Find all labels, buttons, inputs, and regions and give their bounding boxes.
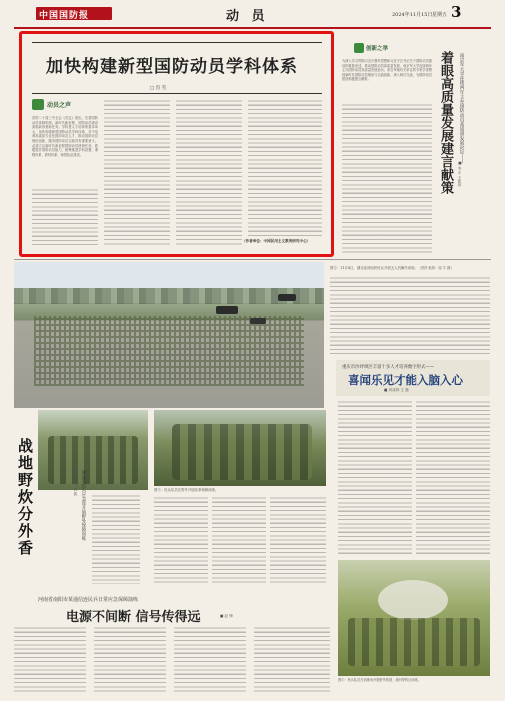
drone-photo-caption: 图②：11月4日，湖北某部组织民兵开展无人机操作训练。（图片来源：周 宇 摄） (330, 266, 454, 270)
bottom-article-byline: ■ 赵 锋 (220, 614, 233, 618)
bottom-article-body-col2 (94, 626, 166, 694)
feature-subtitle: 湖南某民兵应急连开展野外保障训练 (81, 470, 86, 541)
article-title: 加快构建新型国防动员学科体系 (46, 57, 298, 77)
feature-title-char: 战 (18, 437, 34, 455)
right-article-photo-caption: 图④：民兵队员在训练场开展野外救援、渡河等科目训练。 (338, 678, 421, 682)
photo-smoke (378, 580, 448, 620)
drone-icon (216, 306, 238, 314)
article-intro: 党的二十届三中全会《决定》指出，完善国防动员体制机制。新时代新征程，国防动员建设面临新形势新任务。学科是人才培养的基本单元，加快构建新型国防动员学科体系，对于培养高素质专业化国防动员人才、推动国防动员理论创新、服务国防动员实践具有重要意义。必须立足新时代新征程国防动员使命任务，着眼提升国防动员能力，统筹推进学科设置、课程体系、教材体系、师资队伍建设。 (32, 116, 98, 157)
drone-icon (250, 318, 266, 324)
feature-photo (38, 410, 148, 490)
feature-body-col1 (92, 494, 140, 584)
article-body-col4 (248, 99, 322, 237)
bottom-article-body-col1 (14, 626, 86, 694)
title-rule-bottom (32, 93, 322, 94)
feature-title-char: 外 (18, 522, 34, 540)
commentary-tag (354, 43, 398, 53)
section-divider (14, 259, 491, 260)
bottom-article-title: 电源不间断 信号传得远 (66, 610, 201, 625)
right-column-text (330, 276, 490, 354)
right-article-title: 喜闻乐见才能入脑入心 (348, 373, 463, 387)
right-article-photo (338, 560, 490, 676)
article-body-col1 (32, 188, 98, 246)
feature-body-col3 (212, 496, 266, 584)
feature-byline: ■ 罗建华 郭 凯 (74, 470, 78, 496)
bottom-article (14, 594, 332, 698)
bottom-article-body-col4 (254, 626, 330, 694)
photo-soldiers (348, 618, 480, 666)
feature-block (14, 410, 330, 590)
commentary-body-lines (342, 103, 432, 253)
feature-title-char: 地 (18, 454, 34, 472)
photo-soldiers (172, 424, 312, 480)
feature-photo-caption: 图③：民兵队员在野外开展炊事保障演练。 (154, 488, 219, 492)
column-tag-icon (32, 99, 44, 110)
masthead-rule (14, 27, 491, 29)
issue-weekday: 星期五 (432, 12, 448, 18)
commentary-byline: ■ 李 平 王凯伟 (458, 161, 462, 187)
commentary-subtitle: 南京军大学连续两年主办国防动员高质量发展论坛—— (459, 53, 464, 164)
photo-troops (34, 316, 304, 386)
page-number: 3 (451, 3, 462, 21)
right-article-body-col1 (338, 400, 412, 556)
section-title: 动 员 (226, 9, 269, 24)
photo-soldiers (48, 436, 138, 484)
right-article (336, 360, 490, 690)
column-tag (32, 99, 88, 110)
feature-body-col4 (270, 496, 326, 584)
feature-body-col2 (154, 496, 208, 584)
article-top (24, 36, 330, 252)
right-article-body-col2 (416, 400, 490, 556)
feature-photo-2 (154, 410, 326, 486)
feature-title-char: 炊 (18, 488, 34, 506)
commentary-body: 为深入学习贯彻习近平强军思想和习近平总书记关于国防动员建设的重要论述，推动国防动员高质量发展，南京军大学连续两年主办国防动员高质量发展论坛。来自军地有关单位的专家学者围绕新时代国防动员理论与实践创新，深入研讨交流，为国防动员建设积极建言献策。 (342, 59, 432, 82)
article-source-note: （作者单位：中国民用主义教育研究中心） (242, 239, 311, 243)
column-tag-label: 动员之声 (47, 102, 72, 109)
commentary-tag-icon (354, 43, 364, 53)
right-article-byline: ■ 刘成林 王 磊 (384, 388, 409, 392)
issue-date: 2024年11月15日 (392, 12, 433, 18)
article-body-col2 (104, 99, 170, 246)
commentary-title: 着眼高质量发展建言献策 (438, 51, 453, 194)
feature-title (18, 438, 40, 557)
feature-title-char: 分 (18, 505, 34, 523)
commentary-tag-label: 创新之举 (366, 46, 389, 52)
bottom-article-body-col3 (174, 626, 246, 694)
drone-photo (14, 262, 324, 408)
feature-title-char: 香 (18, 539, 34, 557)
article-byline: □ 肖 雪 (150, 86, 167, 91)
paper-name: 中国国防报 (39, 11, 90, 21)
title-rule-top (32, 42, 322, 43)
drone-icon (278, 294, 296, 301)
article-body-col3 (176, 99, 242, 246)
commentary (340, 31, 490, 257)
feature-title-char: 野 (18, 471, 34, 489)
right-article-kicker: 重庆市沙坪坝区丰富十多人才培养数字形式—— (342, 365, 435, 370)
masthead (0, 0, 505, 28)
bottom-article-kicker: 河南省南阳市某通信连民兵日常应急保障演练 (38, 597, 139, 603)
